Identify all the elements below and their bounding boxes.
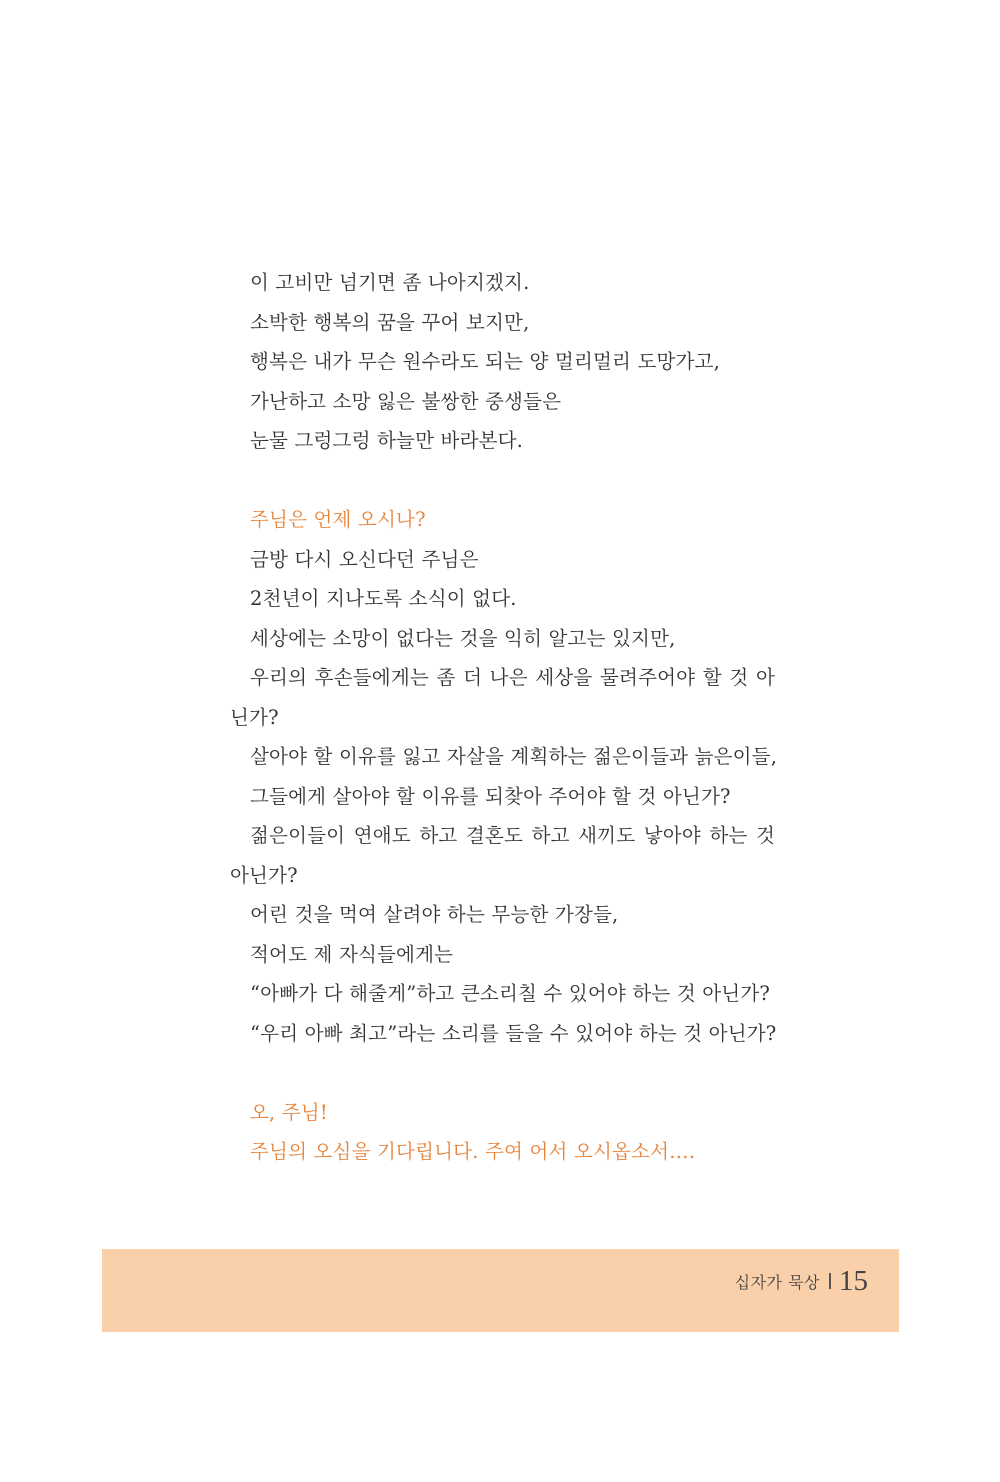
page-number: 15 <box>839 1265 868 1297</box>
highlighted-prayer-line: 주님의 오심을 기다립니다. 주여 어서 오시옵소서…. <box>250 1140 696 1163</box>
poem-line: 우리의 후손들에게는 좀 더 나은 세상을 물려주어야 할 것 아 <box>250 666 775 689</box>
poem-line: 행복은 내가 무슨 원수라도 되는 양 멀리멀리 도망가고, <box>250 350 721 373</box>
poem-line: 세상에는 소망이 없다는 것을 익히 알고는 있지만, <box>250 626 676 650</box>
poem-line: 젊은이들이 연애도 하고 결혼도 하고 새끼도 낳아야 하는 것 <box>250 824 775 847</box>
poem-line: 소박한 행복의 꿈을 꾸어 보지만, <box>250 310 530 334</box>
highlighted-question: 주님은 언제 오시나? <box>250 508 426 531</box>
poem-line: 눈물 그렁그렁 하늘만 바라본다. <box>250 429 524 452</box>
poem-line-continuation: 닌가? <box>230 705 279 729</box>
running-head <box>735 1263 868 1299</box>
running-head-divider <box>829 1273 831 1289</box>
stanza-break <box>230 461 775 501</box>
poem-line: 어린 것을 먹여 살려야 하는 무능한 가장들, <box>250 903 619 926</box>
poem-line: 그들에게 살아야 할 이유를 되찾아 주어야 할 것 아닌가? <box>250 784 731 808</box>
poem-line: 2천년이 지나도록 소식이 없다. <box>250 587 517 610</box>
poem-body <box>230 263 778 1172</box>
poem-line: 살아야 할 이유를 잃고 자살을 계획하는 젊은이들과 늙은이들, <box>250 745 778 768</box>
running-title: 십자가 묵상 <box>734 1272 820 1292</box>
poem-line-continuation: 아닌가? <box>230 863 298 887</box>
poem-line: 가난하고 소망 잃은 불쌍한 중생들은 <box>250 389 562 413</box>
poem-line: 이 고비만 넘기면 좀 나아지겠지. <box>250 271 530 294</box>
stanza-break <box>230 1053 775 1093</box>
poem-line: “우리 아빠 최고”라는 소리를 들을 수 있어야 하는 것 아닌가? <box>250 1021 777 1045</box>
poem-line: 적어도 제 자식들에게는 <box>250 942 454 966</box>
highlighted-prayer-line: 오, 주님! <box>250 1100 328 1124</box>
poem-line: 금방 다시 오신다던 주님은 <box>250 547 479 571</box>
poem-line: “아빠가 다 해줄게”하고 큰소리칠 수 있어야 하는 것 아닌가? <box>250 982 771 1005</box>
